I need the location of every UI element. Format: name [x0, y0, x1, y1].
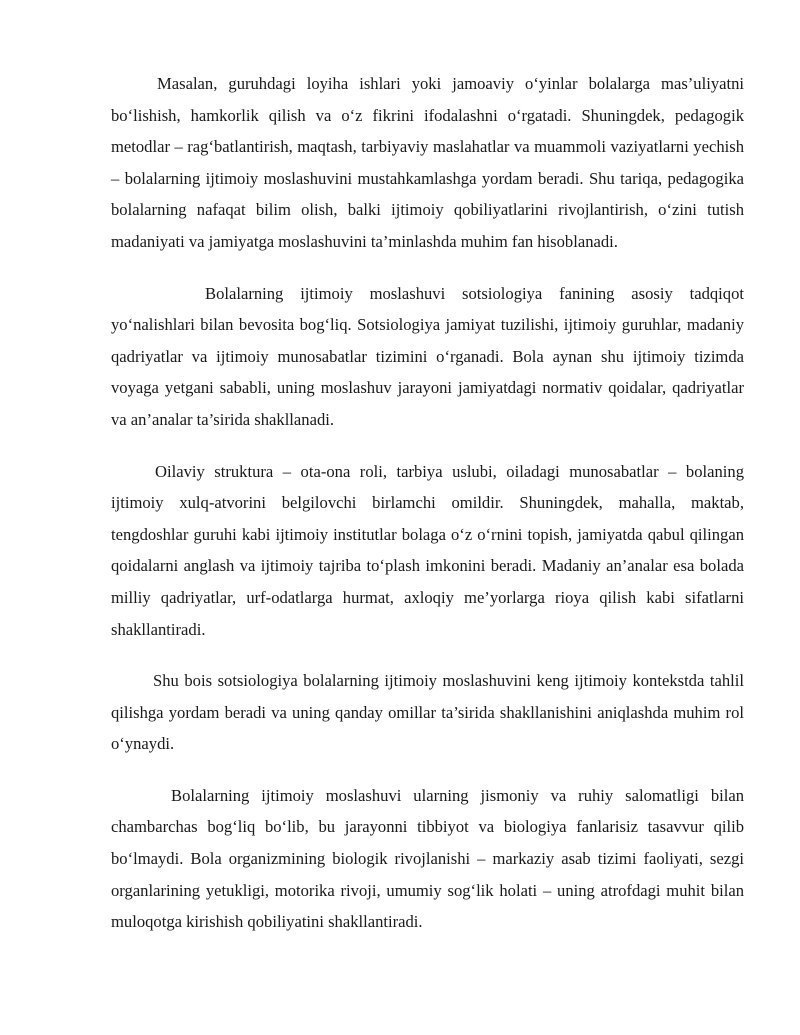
- paragraph-3: Oilaviy struktura – ota-ona roli, tarbiya uslubi, oiladagi munosabatlar – bolaning ijtimoiy xulq-atvorini belgilovchi birlamchi omildir. Shuningdek, mahalla, maktab, tengdoshlar guruhi kabi ijtimoiy institutlar bolaga o‘z o‘rnini topish, jamiyatda qabul qilingan qoidalarni anglash va ijtimoiy tajriba to‘plash imkonini beradi. Madaniy an’analar esa bolada milliy qadriyatlar, urf-odatlarga hurmat, axloqiy me’yorlarga rioya qilish kabi sifatlarni shakllantiradi.: [111, 461, 744, 639]
- paragraph-5: Bolalarning ijtimoiy moslashuvi ularning jismoniy va ruhiy salomatligi bilan chambarchas bog‘liq bo‘lib, bu jarayonni tibbiyot va biologiya fanlarisiz tasavvur qilib bo‘lmaydi. Bola organizmining biologik rivojlanishi – markaziy asab tizimi faoliyati, sezgi organlarining yetukligi, motorika rivoji, umumiy sog‘lik holati – uning atrofdagi muhit bilan muloqotga kirishish qobiliyatini shakllantiradi.: [111, 785, 744, 932]
- paragraph-1: Masalan, guruhdagi loyiha ishlari yoki jamoaviy o‘yinlar bolalarga mas’uliyatni bo‘lishish, hamkorlik qilish va o‘z fikrini ifodalashni o‘rgatadi. Shuningdek, pedagogik metodlar – rag‘batlantirish, maqtash, tarbiyaviy maslahatlar va muammoli vaziyatlarni yechish – bolalarning ijtimoiy moslashuvini mustahkamlashga yordam beradi. Shu tariqa, pedagogika bolalarning nafaqat bilim olish, balki ijtimoiy qobiliyatlarini rivojlantirish, o‘zini tutish madaniyati va jamiyatga moslashuvini ta’minlashda muhim fan hisoblanadi.: [111, 74, 744, 251]
- document-page: [111, 68, 744, 938]
- paragraph-2: Bolalarning ijtimoiy moslashuvi sotsiologiya fanining asosiy tadqiqot yo‘nalishlari bilan bevosita bog‘liq. Sotsiologiya jamiyat tuzilishi, ijtimoiy guruhlar, madaniy qadriyatlar va ijtimoiy munosabatlar tizimini o‘rganadi. Bola aynan shu ijtimoiy tizimda voyaga yetgani sababli, uning moslashuv jarayoni jamiyatdagi normativ qoidalar, qadriyatlar va an’analar ta’sirida shakllanadi.: [111, 283, 744, 429]
- paragraph-4: Shu bois sotsiologiya bolalarning ijtimoiy moslashuvini keng ijtimoiy kontekstda tahlil qilishga yordam beradi va uning qanday omillar ta’sirida shakllanishini aniqlashda muhim rol o‘ynaydi.: [111, 671, 744, 754]
